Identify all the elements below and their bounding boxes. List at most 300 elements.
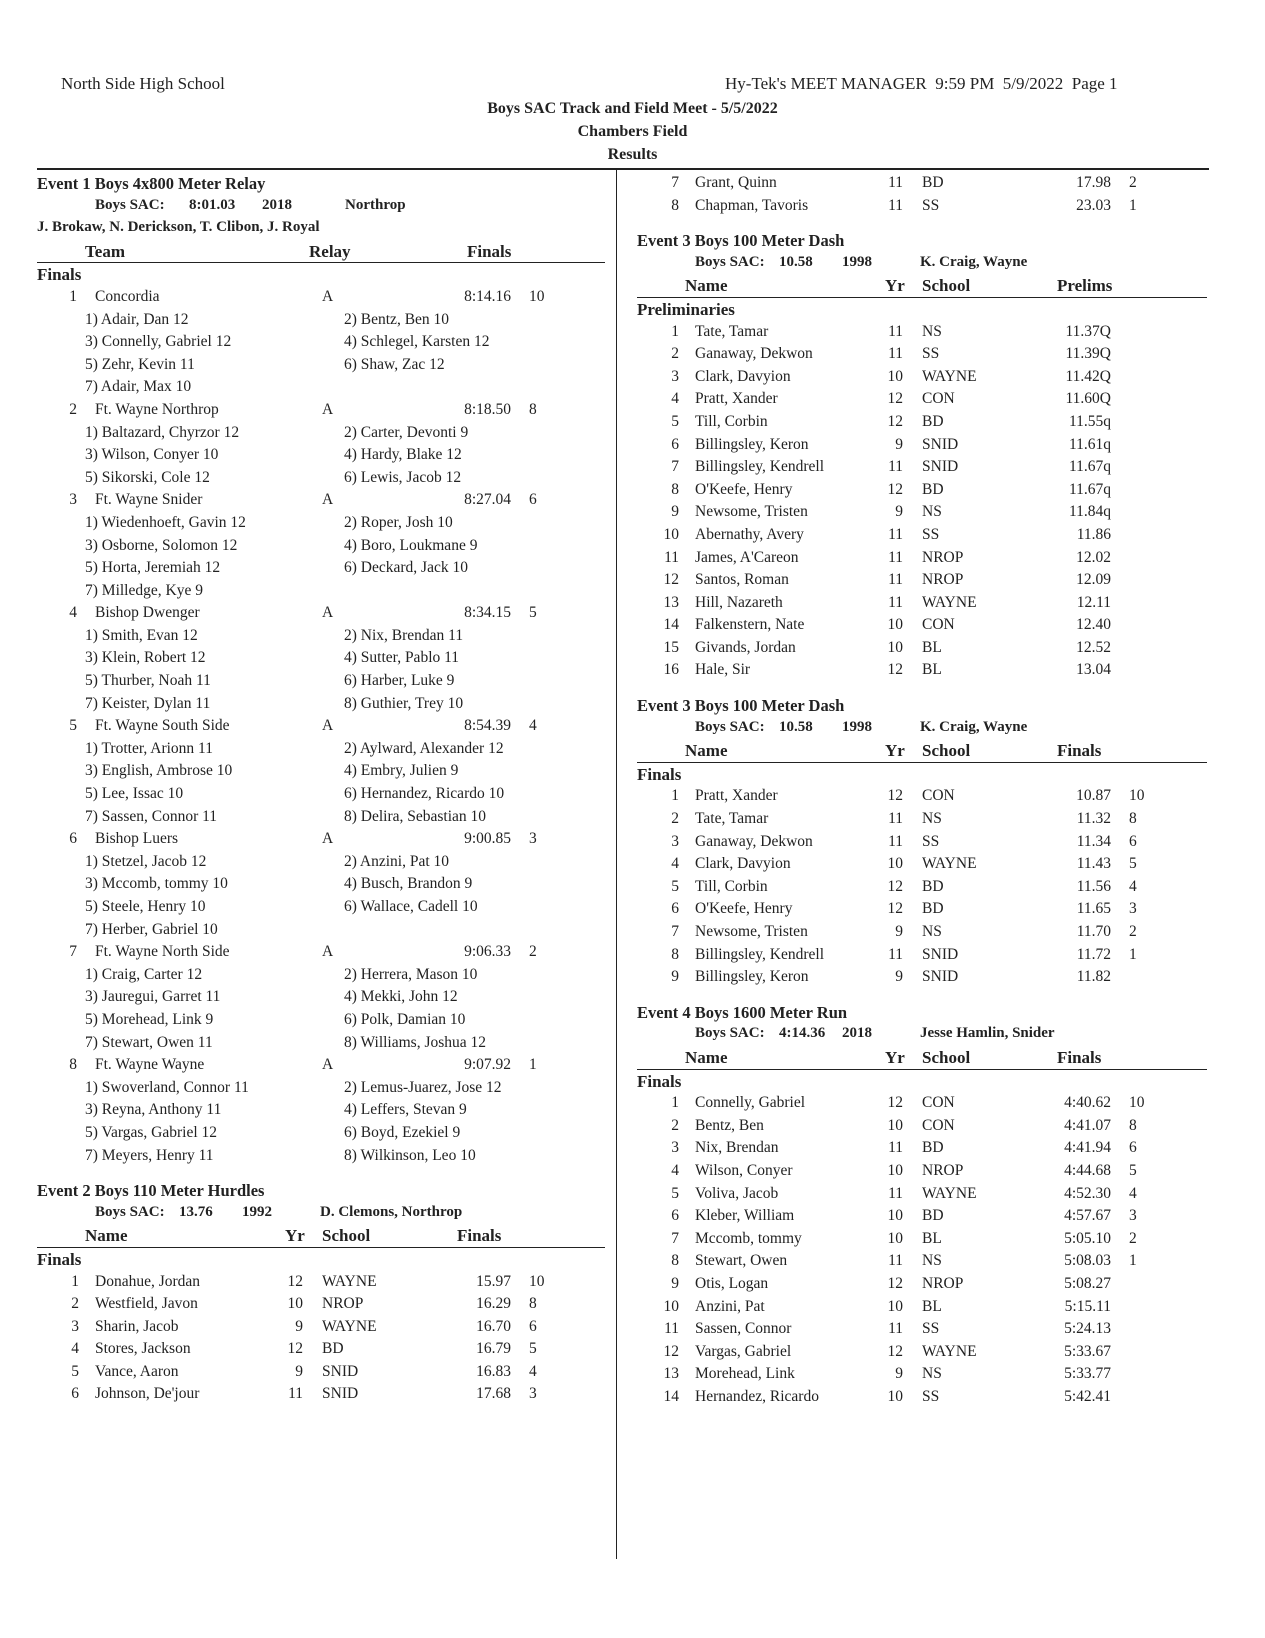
athlete-name: Till, Corbin	[695, 412, 768, 430]
relay-member: 8) Wilkinson, Leo 10	[344, 1146, 476, 1164]
points: 1	[529, 1056, 537, 1074]
school: NROP	[922, 548, 964, 566]
record-names-text: J. Brokaw, N. Derickson, T. Clibon, J. Royal	[37, 219, 320, 236]
section-text: Finals	[637, 764, 682, 784]
relay-member: 7) Stewart, Owen 11	[85, 1033, 213, 1051]
team-name: Ft. Wayne Wayne	[95, 1056, 205, 1074]
relay-member: 6) Polk, Damian 10	[344, 1010, 466, 1028]
school: WAYNE	[922, 1342, 977, 1360]
place: 2	[71, 1295, 79, 1313]
relay-member: 1) Smith, Evan 12	[85, 626, 198, 644]
mark: 11.61q	[1068, 435, 1111, 453]
athlete-name: Morehead, Link	[695, 1365, 795, 1383]
team-row	[37, 489, 605, 512]
relay-member: 4) Schlegel, Karsten 12	[344, 333, 490, 351]
athlete-name: Newsome, Tristen	[695, 503, 808, 521]
year: 9	[895, 968, 903, 986]
mark: 10.87	[1076, 787, 1111, 805]
relay-members-row	[37, 580, 605, 603]
points: 3	[529, 1385, 537, 1403]
school: NROP	[922, 1161, 964, 1179]
result-row	[637, 501, 1207, 524]
place: 2	[671, 810, 679, 828]
finals-time: 9:00.85	[464, 830, 511, 848]
result-row	[637, 637, 1207, 660]
mark: 13.04	[1076, 661, 1111, 679]
points: 10	[1129, 1094, 1145, 1112]
mark: 5:08.03	[1064, 1252, 1111, 1270]
place: 11	[664, 548, 679, 566]
left-column	[37, 172, 605, 1406]
points: 1	[1129, 945, 1137, 963]
event-title-text: Event 4 Boys 1600 Meter Run	[637, 1002, 848, 1022]
year: 11	[888, 548, 903, 566]
relay-members-row	[37, 806, 605, 829]
points: 2	[529, 943, 537, 961]
result-row	[637, 785, 1207, 808]
col-school: School	[922, 276, 971, 296]
place: 16	[663, 661, 679, 679]
relay-members-row	[37, 670, 605, 693]
finals-time: 8:18.50	[464, 400, 511, 418]
year: 12	[887, 900, 903, 918]
relay-member: 5) Vargas, Gabriel 12	[85, 1123, 218, 1141]
school: WAYNE	[922, 1184, 977, 1202]
result-row	[637, 388, 1207, 411]
school: SS	[922, 345, 940, 363]
relay-member: 4) Leffers, Stevan 9	[344, 1101, 467, 1119]
athlete-name: Stewart, Owen	[695, 1252, 788, 1270]
points: 1	[1129, 196, 1137, 214]
mark: 11.32	[1076, 810, 1111, 828]
athlete-name: Johnson, De'jour	[95, 1385, 200, 1403]
points: 5	[529, 1340, 537, 1358]
year: 10	[887, 855, 903, 873]
result-row	[637, 195, 1207, 218]
event-title	[37, 1179, 605, 1202]
relay-member: 7) Milledge, Kye 9	[85, 581, 203, 599]
year: 10	[887, 1229, 903, 1247]
event-title-text: Event 3 Boys 100 Meter Dash	[637, 696, 845, 716]
athlete-name: Abernathy, Avery	[695, 525, 804, 543]
place: 3	[671, 1139, 679, 1157]
relay-member: 4) Boro, Loukmane 9	[344, 536, 478, 554]
result-row	[637, 366, 1207, 389]
relay-members-row	[37, 1077, 605, 1100]
result-row	[637, 921, 1207, 944]
relay-member: 4) Busch, Brandon 9	[344, 875, 473, 893]
year: 12	[287, 1340, 303, 1358]
relay-members-row	[37, 1009, 605, 1032]
relay-member: 1) Craig, Carter 12	[85, 965, 203, 983]
result-row	[637, 524, 1207, 547]
col-finals: Finals	[1057, 1047, 1102, 1067]
athlete-name: Billingsley, Kendrell	[695, 458, 825, 476]
col-name: Name	[85, 1226, 128, 1246]
section-text: Preliminaries	[637, 299, 735, 319]
place: 14	[663, 1387, 679, 1405]
relay-member: 7) Herber, Gabriel 10	[85, 920, 218, 938]
place: 12	[663, 571, 679, 589]
athlete-name: Tate, Tamar	[695, 810, 769, 828]
place: 12	[663, 1342, 679, 1360]
school: SS	[922, 1387, 940, 1405]
mark: 11.65	[1076, 900, 1111, 918]
relay-members-row	[37, 309, 605, 332]
points: 8	[529, 1295, 537, 1313]
athlete-name: Ganaway, Dekwon	[695, 832, 813, 850]
points: 4	[529, 1362, 537, 1380]
relay-member: 5) Lee, Issac 10	[85, 785, 184, 803]
relay-member: 7) Keister, Dylan 11	[85, 694, 211, 712]
relay-member: 2) Nix, Brendan 11	[344, 626, 464, 644]
points: 5	[1129, 1161, 1137, 1179]
athlete-name: O'Keefe, Henry	[695, 900, 793, 918]
mark: 17.68	[476, 1385, 511, 1403]
year: 11	[888, 1184, 903, 1202]
year: 11	[888, 458, 903, 476]
school: NS	[922, 923, 942, 940]
relay-member: 1) Stetzel, Jacob 12	[85, 852, 207, 870]
place: 3	[671, 367, 679, 385]
relay-member: 5) Zehr, Kevin 11	[85, 355, 195, 373]
year: 11	[888, 1320, 903, 1338]
relay-members-row	[37, 1032, 605, 1055]
school: BD	[922, 412, 944, 430]
relay-member: 2) Roper, Josh 10	[344, 513, 453, 531]
record-line	[637, 717, 1207, 740]
athlete-name: Chapman, Tavoris	[695, 196, 809, 214]
team-name: Ft. Wayne Snider	[95, 491, 203, 509]
result-row	[637, 1318, 1207, 1341]
software-header: Hy-Tek's MEET MANAGER 9:59 PM 5/9/2022 Page 1	[725, 74, 1118, 93]
result-row	[37, 1293, 605, 1316]
relay-member: 6) Deckard, Jack 10	[344, 559, 468, 577]
relay-members-row	[37, 873, 605, 896]
school: WAYNE	[922, 367, 977, 385]
relay-letter: A	[322, 830, 334, 848]
school: NS	[922, 1365, 942, 1383]
relay-members-row	[37, 964, 605, 987]
points: 6	[529, 491, 537, 509]
record-label: Boys SAC:	[95, 1203, 165, 1220]
result-row	[637, 966, 1207, 989]
relay-member: 2) Carter, Devonti 9	[344, 423, 469, 441]
col-yr: Yr	[885, 1047, 905, 1067]
year: 11	[888, 810, 903, 828]
relay-members-row	[37, 783, 605, 806]
team-row	[37, 828, 605, 851]
event-title-text: Event 3 Boys 100 Meter Dash	[637, 231, 845, 251]
relay-members-row	[37, 1122, 605, 1145]
year: 11	[888, 174, 903, 191]
points: 3	[529, 830, 537, 848]
mark: 11.67q	[1068, 480, 1111, 498]
team-name: Bishop Dwenger	[95, 604, 200, 622]
year: 9	[895, 503, 903, 521]
relay-member: 3) Jauregui, Garret 11	[85, 988, 221, 1006]
header-rule	[37, 168, 1209, 170]
place: 3	[671, 832, 679, 850]
relay-member: 4) Hardy, Blake 12	[344, 446, 462, 464]
school: BD	[922, 480, 944, 498]
event-title-text: Event 1 Boys 4x800 Meter Relay	[37, 174, 266, 193]
place: 8	[671, 1252, 679, 1270]
relay-member: 3) Mccomb, tommy 10	[85, 875, 228, 893]
points: 6	[529, 1317, 537, 1335]
relay-members-row	[37, 647, 605, 670]
year: 10	[887, 1161, 903, 1179]
relay-member: 5) Morehead, Link 9	[85, 1010, 214, 1028]
mark: 11.60Q	[1065, 390, 1111, 408]
school: CON	[922, 390, 955, 408]
result-row	[37, 1361, 605, 1384]
relay-members-row	[37, 467, 605, 490]
year: 9	[295, 1317, 303, 1335]
mark: 5:33.77	[1064, 1365, 1111, 1383]
mark: 12.52	[1076, 638, 1111, 656]
result-row	[637, 853, 1207, 876]
relay-member: 5) Steele, Henry 10	[85, 898, 206, 915]
relay-member: 5) Sikorski, Cole 12	[85, 468, 210, 486]
record-holder: Northrop	[345, 196, 406, 213]
right-column	[637, 172, 1207, 1408]
place: 1	[671, 787, 679, 805]
points: 4	[529, 717, 537, 735]
points: 6	[1129, 1139, 1137, 1157]
col-school: School	[922, 1047, 971, 1067]
mark: 11.37Q	[1065, 322, 1111, 340]
record-line	[37, 1202, 605, 1225]
school: WAYNE	[322, 1272, 377, 1290]
meet-title: Boys SAC Track and Field Meet - 5/5/2022	[487, 100, 778, 117]
result-row	[637, 614, 1207, 637]
relay-letter: A	[322, 1056, 334, 1074]
year: 11	[888, 832, 903, 850]
school: BD	[922, 174, 944, 191]
event-title	[637, 1001, 1207, 1024]
result-row	[37, 1316, 605, 1339]
relay-member: 1) Trotter, Arionn 11	[85, 739, 213, 757]
athlete-name: Tate, Tamar	[695, 322, 769, 340]
school: NS	[922, 322, 942, 340]
school: WAYNE	[322, 1317, 377, 1335]
column-header	[37, 240, 605, 264]
school: NROP	[922, 1274, 964, 1292]
record-names	[37, 217, 605, 240]
team-row	[37, 399, 605, 422]
relay-letter: A	[322, 287, 334, 305]
year: 12	[887, 480, 903, 498]
col-finals: Finals	[1057, 741, 1102, 761]
record-holder: K. Craig, Wayne	[920, 253, 1028, 270]
finals-time: 8:27.04	[464, 491, 511, 509]
school: BD	[922, 1207, 944, 1225]
record-holder: D. Clemons, Northrop	[320, 1203, 463, 1220]
mark: 5:05.10	[1064, 1229, 1111, 1247]
result-row	[637, 411, 1207, 434]
athlete-name: Billingsley, Kendrell	[695, 945, 825, 963]
col-relay: Relay	[309, 241, 351, 261]
athlete-name: Grant, Quinn	[695, 174, 777, 191]
school: SS	[922, 525, 940, 543]
school: SNID	[922, 968, 959, 986]
place: 3	[69, 491, 77, 509]
relay-member: 6) Boyd, Ezekiel 9	[344, 1123, 461, 1141]
year: 11	[888, 345, 903, 363]
event-title	[637, 229, 1207, 252]
athlete-name: James, A'Careon	[695, 548, 799, 566]
column-header	[637, 739, 1207, 763]
points: 10	[1129, 787, 1145, 805]
athlete-name: Connelly, Gabriel	[695, 1094, 806, 1112]
relay-member: 5) Thurber, Noah 11	[85, 672, 211, 690]
finals-time: 9:06.33	[464, 943, 511, 961]
place: 7	[671, 1229, 679, 1247]
athlete-name: Hill, Nazareth	[695, 593, 783, 611]
relay-member: 8) Guthier, Trey 10	[344, 694, 464, 712]
year: 11	[888, 525, 903, 543]
relay-member: 2) Lemus-Juarez, Jose 12	[344, 1078, 502, 1096]
school: BL	[922, 661, 942, 679]
school: BL	[922, 638, 942, 656]
place: 9	[671, 503, 679, 521]
points: 1	[1129, 1252, 1137, 1270]
mark: 11.82	[1076, 968, 1111, 986]
relay-members-row	[37, 1099, 605, 1122]
col-finals: Finals	[457, 1226, 502, 1246]
result-row	[637, 1341, 1207, 1364]
place: 8	[69, 1056, 77, 1074]
school: NROP	[322, 1295, 364, 1313]
mark: 11.70	[1076, 923, 1111, 940]
record-year: 1992	[242, 1203, 272, 1220]
result-row	[637, 456, 1207, 479]
relay-member: 6) Shaw, Zac 12	[344, 355, 445, 373]
event-title	[37, 172, 605, 195]
result-row	[37, 1271, 605, 1294]
place: 1	[671, 1094, 679, 1112]
team-row	[37, 286, 605, 309]
points: 2	[1129, 1229, 1137, 1247]
place: 6	[71, 1385, 79, 1403]
school: SS	[922, 196, 940, 214]
col-yr: Yr	[885, 276, 905, 296]
relay-letter: A	[322, 491, 334, 509]
school: BD	[922, 900, 944, 918]
relay-member: 4) Sutter, Pablo 11	[344, 649, 460, 667]
team-name: Ft. Wayne North Side	[95, 943, 230, 961]
year: 12	[887, 877, 903, 895]
year: 9	[895, 1365, 903, 1383]
column-header	[37, 1224, 605, 1248]
points: 4	[1129, 1184, 1137, 1202]
school: SNID	[322, 1362, 359, 1380]
result-row	[637, 1160, 1207, 1183]
year: 12	[887, 1342, 903, 1360]
relay-letter: A	[322, 943, 334, 961]
finals-time: 9:07.92	[464, 1056, 511, 1074]
year: 12	[887, 661, 903, 679]
team-row	[37, 602, 605, 625]
year: 11	[888, 945, 903, 963]
result-row	[637, 547, 1207, 570]
team-name: Ft. Wayne Northrop	[95, 400, 219, 418]
section-text: Finals	[37, 265, 82, 285]
record-year: 1998	[842, 253, 872, 270]
school: CON	[922, 1116, 955, 1134]
result-row	[637, 1296, 1207, 1319]
place: 5	[71, 1362, 79, 1380]
mark: 15.97	[476, 1272, 511, 1290]
relay-member: 1) Swoverland, Connor 11	[85, 1078, 249, 1096]
relay-member: 3) English, Ambrose 10	[85, 762, 233, 780]
relay-members-row	[37, 512, 605, 535]
year: 12	[287, 1272, 303, 1290]
place: 10	[663, 1297, 679, 1315]
result-row	[637, 944, 1207, 967]
relay-member: 3) Klein, Robert 12	[85, 649, 206, 667]
athlete-name: Stores, Jackson	[95, 1340, 191, 1358]
place: 13	[663, 593, 679, 611]
athlete-name: Kleber, William	[695, 1207, 795, 1225]
mark: 4:44.68	[1064, 1161, 1111, 1179]
athlete-name: Falkenstern, Nate	[695, 616, 805, 634]
result-row	[637, 479, 1207, 502]
team-row	[37, 715, 605, 738]
place: 11	[664, 1320, 679, 1338]
section-label	[637, 298, 1207, 321]
school: NS	[922, 503, 942, 521]
mark: 11.43	[1076, 855, 1111, 873]
mark: 4:52.30	[1064, 1184, 1111, 1202]
event-title	[637, 694, 1207, 717]
result-row	[637, 1205, 1207, 1228]
school: SS	[922, 832, 940, 850]
year: 10	[887, 1207, 903, 1225]
athlete-name: Ganaway, Dekwon	[695, 345, 813, 363]
record-time: 8:01.03	[189, 196, 236, 213]
relay-member: 6) Lewis, Jacob 12	[344, 468, 462, 486]
year: 11	[888, 1252, 903, 1270]
relay-letter: A	[322, 604, 334, 622]
mark: 12.40	[1076, 616, 1111, 634]
place: 8	[671, 480, 679, 498]
relay-member: 2) Bentz, Ben 10	[344, 310, 450, 328]
athlete-name: Mccomb, tommy	[695, 1229, 802, 1247]
athlete-name: Anzini, Pat	[695, 1297, 765, 1315]
col-school: School	[322, 1226, 371, 1246]
school-name: North Side High School	[61, 74, 225, 93]
place: 2	[671, 1116, 679, 1134]
mark: 16.79	[476, 1340, 511, 1358]
relay-letter: A	[322, 400, 334, 418]
result-row	[637, 172, 1207, 195]
mark: 11.55q	[1068, 412, 1111, 430]
relay-members-row	[37, 354, 605, 377]
place: 15	[663, 638, 679, 656]
col-name: Name	[685, 1047, 728, 1067]
mark: 16.83	[476, 1362, 511, 1380]
school: BL	[922, 1297, 942, 1315]
school: BD	[922, 877, 944, 895]
relay-member: 8) Delira, Sebastian 10	[344, 807, 487, 825]
athlete-name: Westfield, Javon	[95, 1295, 198, 1313]
school: CON	[922, 787, 955, 805]
relay-member: 1) Adair, Dan 12	[85, 310, 189, 328]
col-school: School	[922, 741, 971, 761]
finals-time: 8:14.16	[464, 287, 511, 305]
